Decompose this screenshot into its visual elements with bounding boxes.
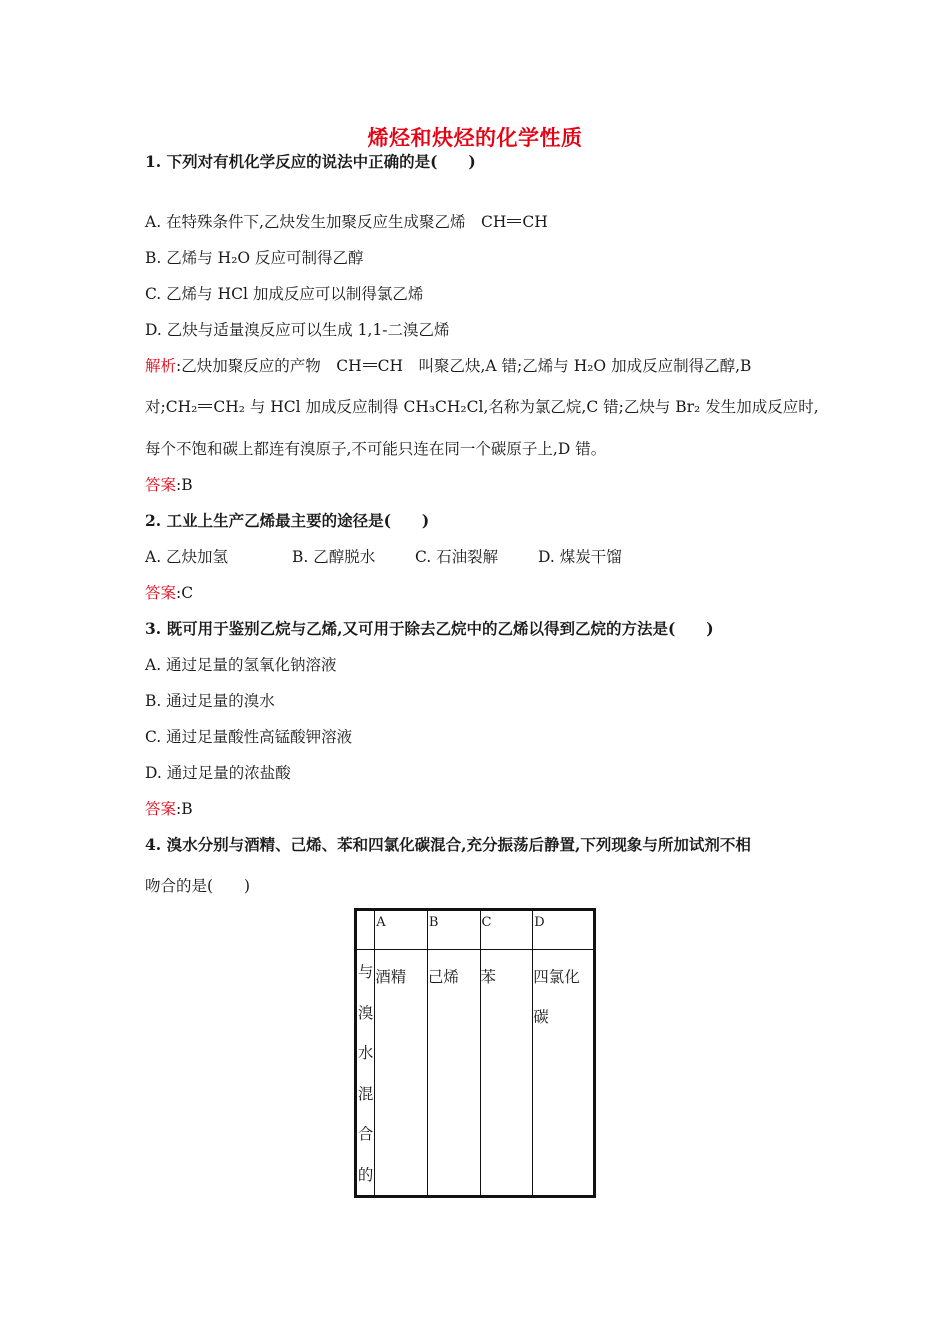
double-bond-icon [198, 404, 212, 408]
table-header-cell: C [480, 910, 533, 950]
q2-stem: 2. 工业上生产乙烯最主要的途径是( ) [145, 511, 430, 530]
analysis-label: 解析 [145, 357, 177, 375]
q1-stem: 1. 下列对有机化学反应的说法中正确的是( ) [145, 152, 476, 171]
q4-table [354, 908, 596, 1198]
q2-option-b: B. 乙醇脱水 [292, 548, 376, 566]
q2-option-d: D. 煤炭干馏 [538, 548, 622, 566]
table-header-cell: A [375, 910, 428, 950]
q4-stem-line-2: 吻合的是( ) [145, 877, 251, 895]
q3-option-d: D. 通过足量的浓盐酸 [145, 764, 291, 782]
q3-option-c: C. 通过足量酸性高锰酸钾溶液 [145, 728, 353, 746]
q3-answer-value: :B [176, 800, 193, 818]
q3-stem: 3. 既可用于鉴别乙烷与乙烯,又可用于除去乙烷中的乙烯以得到乙烷的方法是( ) [145, 619, 714, 638]
q1-answer [145, 475, 193, 495]
q2-option-c: C. 石油裂解 [415, 548, 499, 566]
q1-analysis-line-1 [145, 356, 751, 376]
q3-answer [145, 799, 193, 819]
answer-label: 答案 [145, 584, 177, 602]
table-row [356, 950, 595, 1197]
q3-option-b: B. 通过足量的溴水 [145, 692, 275, 710]
q1-option-d: D. 乙炔与适量溴反应可以生成 1,1-二溴乙烯 [145, 321, 450, 339]
q1-option-a-text-end: CH [522, 213, 548, 231]
q4-stem-line-1: 4. 溴水分别与酒精、己烯、苯和四氯化碳混合,充分振荡后静置,下列现象与所加试剂不相 [145, 835, 751, 854]
q1-analysis-line-3: 每个不饱和碳上都连有溴原子,不可能只连在同一个碳原子上,D 错。 [145, 440, 607, 458]
table-cell: 苯 [480, 950, 533, 1197]
q2-answer [145, 583, 193, 603]
table-cell: 酒精 [375, 950, 428, 1197]
table-corner-cell [356, 910, 375, 950]
q1-analysis-text-1a: :乙炔加聚反应的产物 CH [176, 357, 362, 375]
q2-option-a: A. 乙炔加氢 [145, 548, 229, 566]
q1-option-a-text: A. 在特殊条件下,乙炔发生加聚反应生成聚乙烯 CH [145, 213, 507, 231]
q1-option-c: C. 乙烯与 HCl 加成反应可以制得氯乙烯 [145, 285, 424, 303]
table-cell: 己烯 [427, 950, 480, 1197]
q1-analysis-text-1b: CH 叫聚乙炔,A 错;乙烯与 H₂O 加成反应制得乙醇,B [377, 357, 752, 375]
q1-analysis-text-2a: 对;CH₂ [145, 398, 198, 416]
table-header-cell: D [533, 910, 595, 950]
table-header-cell: B [427, 910, 480, 950]
double-bond-icon [363, 363, 377, 367]
answer-label: 答案 [145, 800, 177, 818]
table-header-row [356, 910, 595, 950]
q1-option-b: B. 乙烯与 H₂O 反应可制得乙醇 [145, 249, 364, 267]
table-cell: 四氯化 碳 [533, 950, 595, 1197]
answer-label: 答案 [145, 476, 177, 494]
q1-analysis-text-2b: CH₂ 与 HCl 加成反应制得 CH₃CH₂Cl,名称为氯乙烷,C 错;乙炔与 Br₂ 发生加成反应时, [213, 398, 819, 416]
document-title: 烯烃和炔烃的化学性质 [367, 126, 583, 150]
q1-analysis-line-2 [145, 397, 819, 417]
double-bond-icon [507, 219, 521, 223]
q1-option-a [145, 212, 548, 232]
q2-options [145, 547, 622, 567]
table-row-label: 与 溴 水 混 合 的 [356, 950, 375, 1197]
q2-answer-value: :C [176, 584, 194, 602]
q3-option-a: A. 通过足量的氢氧化钠溶液 [145, 656, 337, 674]
q1-answer-value: :B [176, 476, 193, 494]
